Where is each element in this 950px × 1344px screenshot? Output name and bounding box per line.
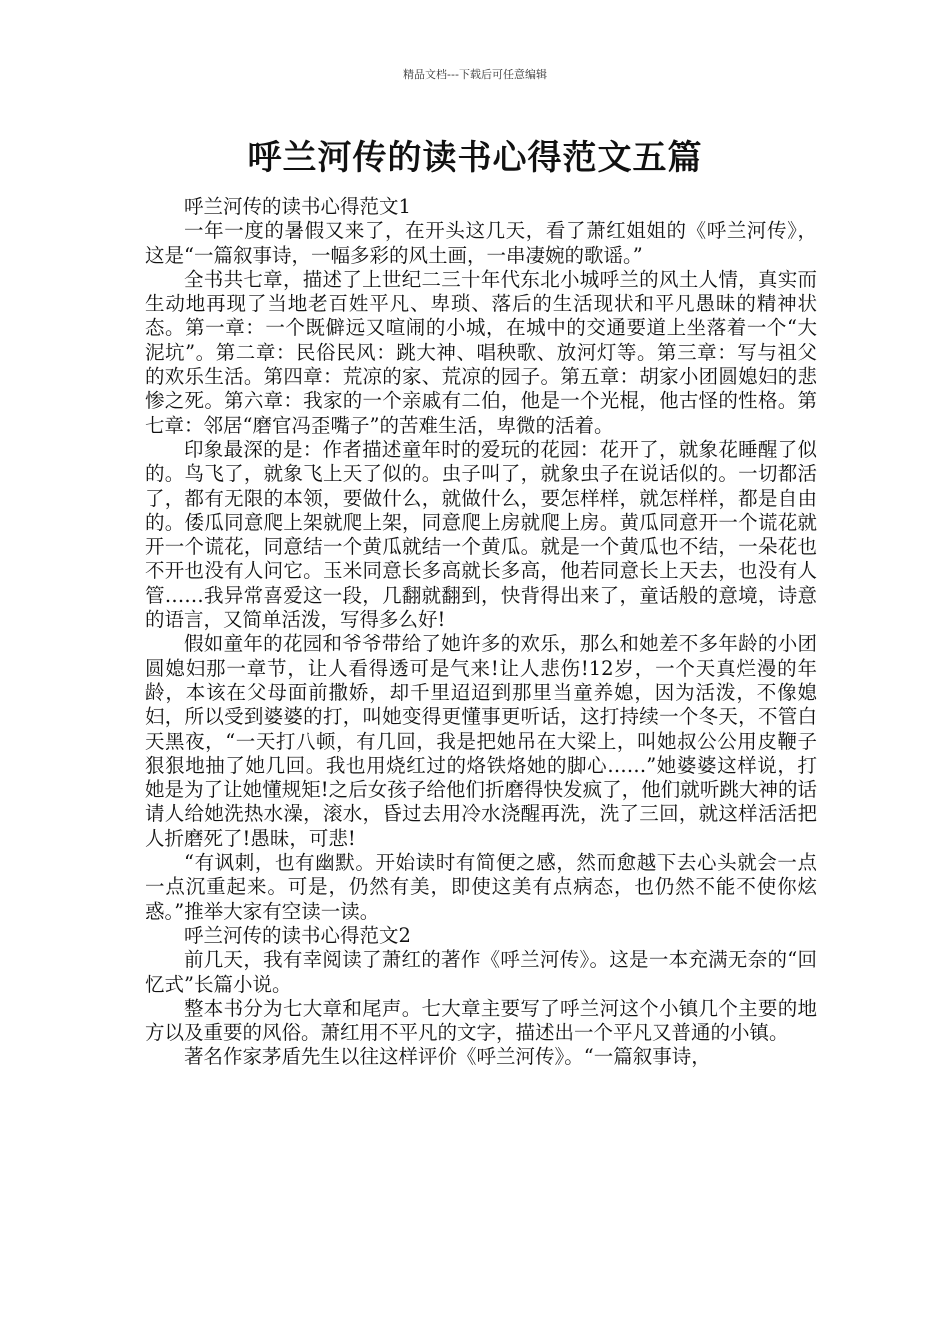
paragraph: 整本书分为七大章和尾声。七大章主要写了呼兰河这个小镇几个主要的地方以及重要的风俗。萧红用不平凡的文字，描述出一个平凡又普通的小镇。 bbox=[145, 996, 817, 1045]
document-body bbox=[145, 195, 817, 1070]
paragraph: 前几天，我有幸阅读了萧红的著作《呼兰河传》。这是一本充满无奈的“回忆式”长篇小说。 bbox=[145, 948, 817, 996]
paragraph: “有讽刺，也有幽默。开始读时有简便之感，然而愈越下去心头就会一点一点沉重起来。可是，仍然有美，即使这美有点病态，也仍然不能不使你炫惑。”推举大家有空读一读。 bbox=[145, 851, 817, 923]
document-title: 呼兰河传的读书心得范文五篇 bbox=[247, 138, 703, 178]
paragraph: 著名作家茅盾先生以往这样评价《呼兰河传》。“一篇叙事诗， bbox=[184, 1045, 711, 1069]
page-header: 精品文档---下载后可任意编辑 bbox=[403, 68, 547, 81]
section-heading: 呼兰河传的读书心得范文1 bbox=[184, 195, 411, 218]
section-heading: 呼兰河传的读书心得范文2 bbox=[184, 923, 411, 947]
paragraph: 全书共七章，描述了上世纪二三十年代东北小城呼兰的风土人情，真实而生动地再现了当地老百姓平凡、卑琐、落后的生活现状和平凡愚昧的精神状态。第一章：一个既僻远又喧闹的小城，在城中的交通要道上坐落着一个“大泥坑”。第二章：民俗民风：跳大神、唱秧歌、放河灯等。第三章：写与祖父的欢乐生活。第四章：荒凉的家、荒凉的园子。第五章：胡家小团圆媳妇的悲惨之死。第六章：我家的一个亲戚有二伯，他是一个光棍，他古怪的性格。第七章：邻居“磨官冯歪嘴子”的苦难生活，卑微的活着。 bbox=[145, 267, 817, 437]
paragraph: 印象最深的是：作者描述童年时的爱玩的花园：花开了，就象花睡醒了似的。鸟飞了，就象飞上天了似的。虫子叫了，就象虫子在说话似的。一切都活了，都有无限的本领，要做什么，就做什么，要怎样样，就怎样样，都是自由的。倭瓜同意爬上架就爬上架，同意爬上房就爬上房。黄瓜同意开一个谎花就开一个谎花，同意结一个黄瓜就结一个黄瓜。就是一个黄瓜也不结，一朵花也不开也没有人问它。玉米同意长多高就长多高，他若同意长上天去，也没有人管……我异常喜爱这一段，几翻就翻到，快背得出来了，童话般的意境，诗意的语言，又简单活泼，写得多么好! bbox=[145, 437, 817, 632]
paragraph: 一年一度的暑假又来了，在开头这几天，看了萧红姐姐的《呼兰河传》，这是“一篇叙事诗，一幅多彩的风土画，一串凄婉的歌谣。” bbox=[145, 219, 817, 267]
paragraph: 假如童年的花园和爷爷带给了她许多的欢乐，那么和她差不多年龄的小团圆媳妇那一章节，让人看得透可是气来!让人悲伤!12岁，一个天真烂漫的年龄，本该在父母面前撒娇，却千里迢迢到那里当童养媳，因为活泼，不像媳妇，所以受到婆婆的打，叫她变得更懂事更听话，这打持续一个冬天，不管白天黑夜，“一天打八顿，有几回，我是把她吊在大梁上，叫她叔公公用皮鞭子狠狠地抽了她几回。我也用烧红过的烙铁烙她的脚心……”她婆婆这样说，打她是为了让她懂规矩!之后女孩子给他们折磨得快发疯了，他们就听跳大神的话请人给她洗热水澡，滚水，昏过去用冷水浇醒再洗，洗了三回，就这样活活把人折磨死了!愚昧，可悲! bbox=[145, 632, 817, 850]
